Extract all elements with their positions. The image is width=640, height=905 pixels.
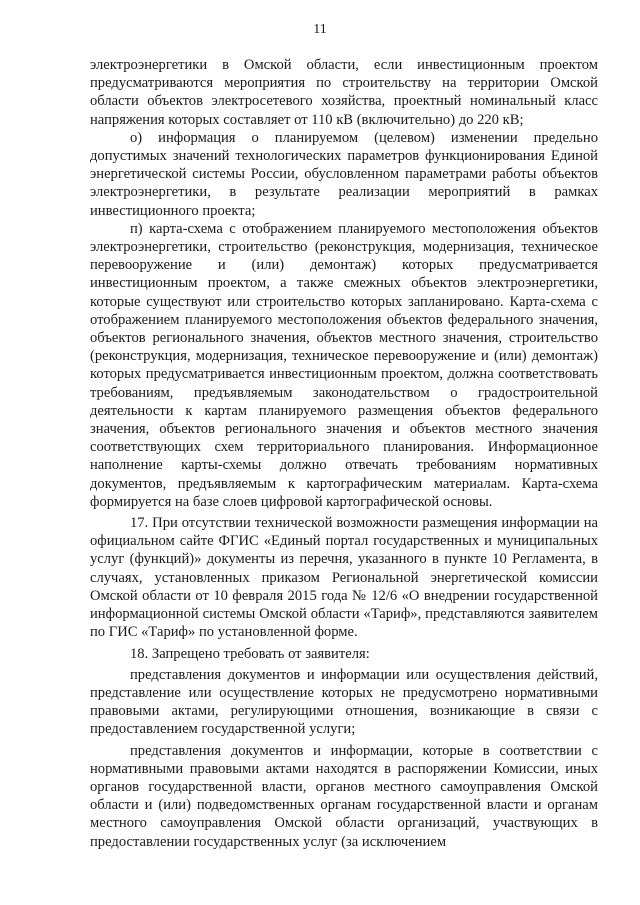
paragraph-item-o: о) информация о планируемом (целевом) изменении предельно допустимых значений технологических параметров функционирования Единой энергетической системы России, обусловленном параметрами работы объектов электроэнергетики, в результате реализации мероприятий в рамках инвестиционного проекта;: [90, 129, 598, 219]
paragraph-prohibition-1: представления документов и информации или осуществления действий, представление или осуществление которых не предусмотрено нормативными правовыми актами, регулирующими отношения, возникающие в связи с предоставлением государственной услуги;: [90, 666, 598, 738]
paragraph-clause-17: 17. При отсутствии технической возможности размещения информации на официальном сайте ФГИС «Единый портал государственных и муниципальных услуг (функций)» документы из перечня, указанного в пункте 10 Регламента, в случаях, установленных приказом Региональной энергетической комиссии Омской области от 10 февраля 2015 года № 12/6 «О внедрении государственной информационной системы Омской области «Тариф», представляются заявителем по ГИС «Тариф» по установленной форме.: [90, 515, 598, 641]
paragraph-continuation: электроэнергетики в Омской области, если инвестиционным проектом предусматриваются мероприятия по строительству на территории Омской области объектов электросетевого хозяйства, проектный номинальный класс напряжения которых составляет от 110 кВ (включительно) до 220 кВ;: [90, 57, 598, 128]
paragraph-item-p: п) карта-схема с отображением планируемого местоположения объектов электроэнергетики, строительство (реконструкция, модернизация, техническое перевооружение и (или) демонтаж) которых предусматривается инвестиционным проектом, а также смежных объектов электроэнергетики, которые существуют или строительство которых запланировано. Карта-схема с отображением планируемого местоположения объектов федерального значения, объектов регионального значения, объектов местного значения, строительство (реконструкция, модернизация, техническое перевооружение и (или) демонтаж) которых предусматривается инвестиционным проектом, должна соответствовать требованиям, предъявляемым законодательством о градостроительной деятельности к картам планируемого размещения объектов федерального значения, объектов регионального значения и объектов местного значения соответствующих схем территориального планирования. Информационное наполнение карты-схемы должно отвечать требованиям нормативных документов, предъявляемым к картографическим материалам. Карта-схема формируется на базе слоев цифровой картографической основы.: [90, 220, 598, 510]
document-body: [90, 56, 598, 851]
page-number: 11: [313, 22, 327, 37]
paragraph-clause-18: 18. Запрещено требовать от заявителя:: [130, 645, 370, 662]
paragraph-prohibition-2: представления документов и информации, которые в соответствии с нормативными правовыми актами находятся в распоряжении Комиссии, иных органов государственной власти, органов местного самоуправления Омской области и (или) подведомственных органам государственной власти и органам местного самоуправления Омской области организаций, участвующих в предоставлении государственных услуг (за исключением: [90, 742, 598, 850]
